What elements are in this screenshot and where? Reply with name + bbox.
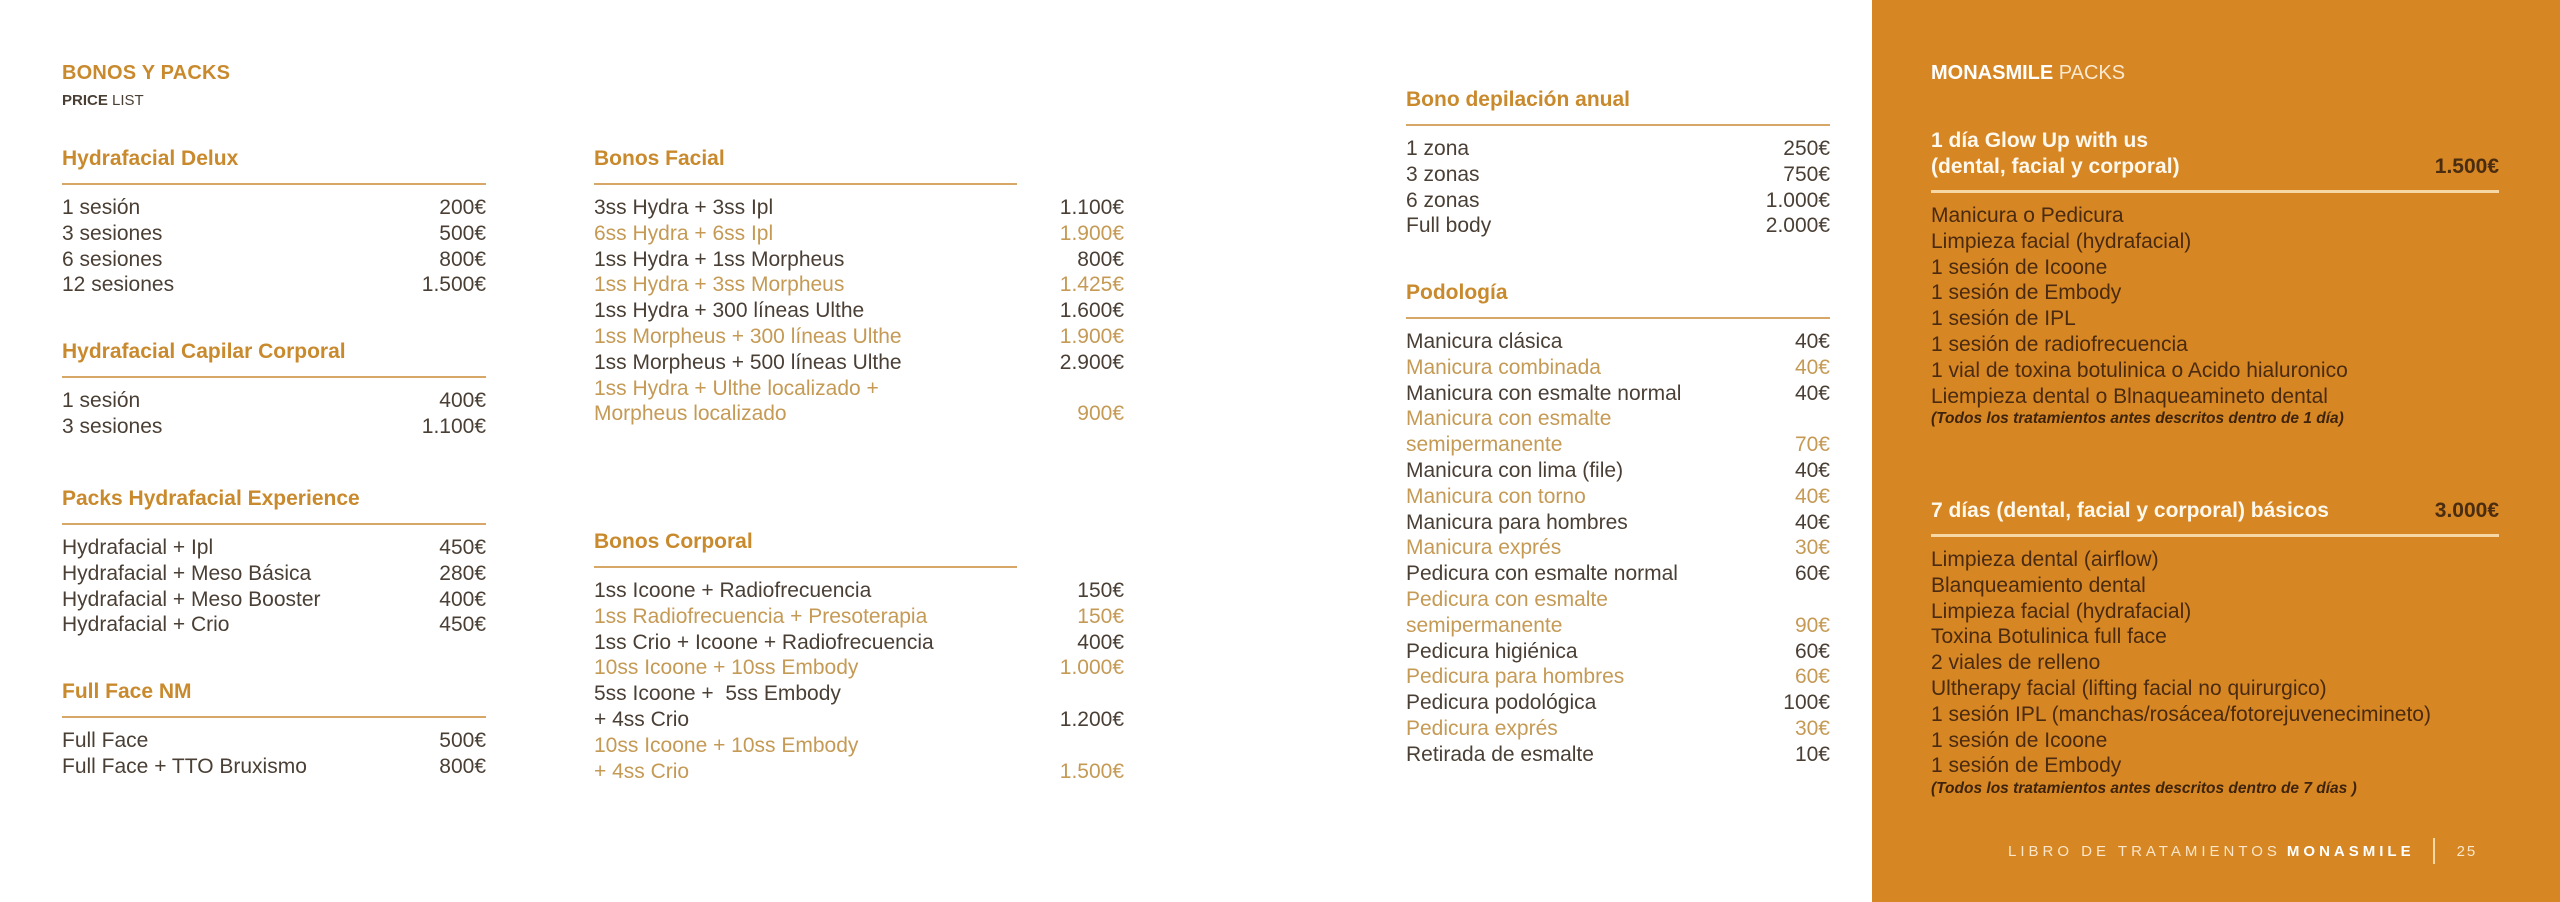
section-title: Podología [1406, 281, 1508, 304]
section-full-face-nm [62, 678, 486, 780]
treatment-name: Manicura con esmalte normal [1406, 381, 1682, 405]
page-subtitle [62, 92, 144, 109]
pack-note: (Todos los tratamientos antes descritos dentro de 7 días ) [1931, 780, 2357, 798]
price-row [594, 655, 1124, 681]
price-row [1406, 355, 1830, 381]
treatment-price: 1.500€ [1059, 759, 1124, 783]
pack-divider [1931, 534, 2499, 537]
treatment-price: 1.200€ [1059, 707, 1124, 731]
pack-item: Blanqueamiento dental [1931, 573, 2146, 597]
price-row [1406, 716, 1830, 742]
price-row [1406, 188, 1830, 214]
price-row [594, 733, 1124, 785]
treatment-name: 3ss Hydra + 3ss Ipl [594, 196, 774, 219]
panel-title-rest: PACKS [2058, 62, 2126, 84]
section-podologia [1406, 279, 1830, 768]
treatment-name: Manicura clásica [1406, 330, 1563, 353]
section-divider [594, 183, 1017, 185]
treatment-name: 1ss Radiofrecuencia + Presoterapia [594, 604, 928, 628]
treatment-name: 6 zonas [1406, 188, 1480, 212]
pack-name: 7 días (dental, facial y corporal) básicos [1931, 499, 2329, 522]
treatment-name: Manicura con torno [1406, 484, 1586, 508]
price-row [1406, 136, 1830, 162]
treatment-price: 1.000€ [1059, 656, 1124, 680]
treatment-price: 750€ [1783, 162, 1830, 186]
section-divider [1406, 124, 1830, 126]
page-number: 25 [2456, 842, 2478, 860]
treatment-name: Hydrafacial + Meso Booster [62, 587, 321, 611]
treatment-name: 6ss Hydra + 6ss Ipl [594, 221, 774, 245]
section-divider [62, 523, 486, 525]
treatment-price: 30€ [1794, 536, 1830, 560]
footer-divider [2433, 838, 2435, 864]
price-row [62, 195, 486, 221]
section-divider [594, 566, 1017, 568]
treatment-price: 100€ [1783, 691, 1830, 715]
treatment-price: 40€ [1794, 381, 1830, 405]
treatment-name: Pedicura exprés [1406, 716, 1558, 740]
pack-item: Toxina Botulinica full face [1931, 625, 2167, 649]
price-row [62, 587, 486, 613]
pack-item: 1 sesión IPL (manchas/rosácea/fotorejuvenecimineto) [1931, 702, 2431, 726]
panel-title [1931, 62, 2125, 85]
price-row [62, 272, 486, 298]
pack-item: 2 viales de relleno [1931, 651, 2101, 675]
treatment-name: Full Face [62, 729, 149, 752]
treatment-name: 1ss Hydra + Ulthe localizado + Morpheus localizado [594, 376, 879, 426]
treatment-price: 280€ [439, 561, 486, 585]
treatment-price: 1.100€ [1059, 196, 1124, 219]
treatment-price: 1.900€ [1059, 324, 1124, 348]
treatment-name: 12 sesiones [62, 273, 175, 297]
treatment-price: 1.900€ [1059, 221, 1124, 245]
price-row [62, 754, 486, 780]
treatment-name: 1 sesión [62, 389, 141, 412]
section-bono-depilacion-anual [1406, 86, 1830, 239]
treatment-price: 40€ [1794, 510, 1830, 534]
treatment-price: 40€ [1794, 330, 1830, 353]
section-divider [62, 716, 486, 718]
pack-item: 1 sesión de Embody [1931, 754, 2122, 778]
treatment-name: 1ss Hydra + 1ss Morpheus [594, 247, 845, 271]
price-row [594, 604, 1124, 630]
panel-title-bold: MONASMILE [1931, 62, 2054, 84]
subtitle-rest: LIST [112, 92, 144, 109]
treatment-price: 400€ [439, 389, 486, 412]
section-hydrafacial-delux [62, 145, 486, 298]
treatment-name: 3 zonas [1406, 162, 1480, 186]
pack-item: 1 sesión de IPL [1931, 307, 2076, 331]
treatment-name: 1 sesión [62, 196, 141, 219]
treatment-name: Pedicura podológica [1406, 691, 1597, 715]
price-row [1406, 406, 1830, 458]
price-row [62, 612, 486, 638]
treatment-price: 1.500€ [421, 273, 486, 297]
treatment-price: 500€ [439, 221, 486, 245]
treatment-name: Hydrafacial + Ipl [62, 536, 214, 559]
treatment-name: Hydrafacial + Crio [62, 613, 230, 637]
price-row [594, 272, 1124, 298]
section-divider [1406, 317, 1830, 319]
pack-note: (Todos los tratamientos antes descritos dentro de 1 día) [1931, 410, 2344, 428]
price-row [594, 324, 1124, 350]
price-row [594, 681, 1124, 733]
pack-item: 1 sesión de Icoone [1931, 728, 2108, 752]
treatment-name: Retirada de esmalte [1406, 742, 1594, 766]
pack-item: 1 sesión de radiofrecuencia [1931, 332, 2188, 356]
section-bonos-corporal [594, 528, 1124, 784]
treatment-name: 1ss Crio + Icoone + Radiofrecuencia [594, 630, 934, 654]
treatment-price: 10€ [1794, 742, 1830, 766]
price-row [62, 221, 486, 247]
treatment-price: 400€ [1077, 630, 1124, 654]
price-row [62, 561, 486, 587]
price-row [1406, 458, 1830, 484]
section-divider [62, 183, 486, 185]
price-row [1406, 535, 1830, 561]
treatment-price: 400€ [439, 587, 486, 611]
treatment-name: 3 sesiones [62, 221, 163, 245]
price-row [1406, 381, 1830, 407]
section-title: Hydrafacial Capilar Corporal [62, 340, 346, 363]
treatment-price: 800€ [1077, 247, 1124, 271]
treatment-name: Hydrafacial + Meso Básica [62, 561, 312, 585]
price-row [594, 298, 1124, 324]
treatment-price: 500€ [439, 729, 486, 752]
treatment-price: 40€ [1794, 355, 1830, 379]
price-row [594, 221, 1124, 247]
page-footer [2008, 838, 2477, 864]
treatment-name: Full Face + TTO Bruxismo [62, 754, 307, 778]
pack-header [1931, 498, 2499, 524]
treatment-price: 800€ [439, 754, 486, 778]
treatment-price: 2.000€ [1765, 214, 1830, 238]
section-title: Bono depilación anual [1406, 88, 1631, 111]
price-row [594, 630, 1124, 656]
treatment-name: Manicura combinada [1406, 355, 1601, 379]
price-row [62, 728, 486, 754]
treatment-name: Manicura exprés [1406, 536, 1562, 560]
treatment-name: 5ss Icoone + 5ss Embody + 4ss Crio [594, 682, 841, 731]
treatment-price: 900€ [1077, 402, 1124, 426]
treatment-name: 1ss Morpheus + 300 líneas Ulthe [594, 324, 902, 348]
treatment-price: 60€ [1794, 665, 1830, 689]
treatment-price: 150€ [1077, 604, 1124, 628]
pack-price: 3.000€ [2434, 499, 2499, 522]
price-row [1406, 664, 1830, 690]
section-packs-hydrafacial-experience [62, 485, 486, 638]
treatment-price: 250€ [1783, 137, 1830, 160]
pack-1-dia-glow-up [1931, 128, 2499, 429]
section-hydrafacial-capilar-corporal [62, 338, 486, 440]
section-title: Bonos Facial [594, 147, 725, 170]
treatment-price: 1.425€ [1059, 273, 1124, 297]
treatment-price: 40€ [1794, 458, 1830, 482]
footer-brand: MONASMILE [2286, 842, 2415, 860]
treatment-name: 1ss Hydra + 3ss Morpheus [594, 273, 845, 297]
price-row [1406, 329, 1830, 355]
section-divider [62, 376, 486, 378]
treatment-name: 10ss Icoone + 10ss Embody [594, 656, 859, 680]
section-title: Packs Hydrafacial Experience [62, 487, 360, 510]
treatment-name: Pedicura para hombres [1406, 665, 1625, 689]
treatment-price: 150€ [1077, 579, 1124, 602]
pack-divider [1931, 190, 2499, 193]
pack-item: Limpieza facial (hydrafacial) [1931, 599, 2192, 623]
treatment-name: Manicura para hombres [1406, 510, 1628, 534]
price-row [62, 414, 486, 440]
treatment-name: Manicura con esmalte semipermanente [1406, 407, 1612, 457]
price-row [1406, 162, 1830, 188]
subtitle-bold: PRICE [62, 92, 108, 109]
treatment-price: 1.000€ [1765, 188, 1830, 212]
treatment-name: 1ss Morpheus + 500 líneas Ulthe [594, 350, 902, 374]
treatment-price: 1.100€ [421, 414, 486, 438]
pack-item: 1 sesión de Embody [1931, 281, 2122, 305]
price-row [1406, 510, 1830, 536]
treatment-price: 450€ [439, 613, 486, 637]
pack-item: 1 sesión de Icoone [1931, 255, 2108, 279]
pack-header [1931, 128, 2499, 180]
pack-price: 1.500€ [2434, 155, 2499, 178]
price-row [594, 376, 1124, 428]
price-row [594, 195, 1124, 221]
price-row [62, 247, 486, 273]
treatment-name: Manicura con lima (file) [1406, 458, 1624, 482]
treatment-name: 1ss Icoone + Radiofrecuencia [594, 579, 872, 602]
price-row [1406, 639, 1830, 665]
section-title: Full Face NM [62, 680, 192, 703]
treatment-price: 800€ [439, 247, 486, 271]
price-row [594, 247, 1124, 273]
treatment-name: Pedicura higiénica [1406, 639, 1578, 663]
price-row [1406, 213, 1830, 239]
page-title: BONOS Y PACKS [62, 62, 231, 84]
treatment-name: 1 zona [1406, 137, 1470, 160]
price-row [1406, 690, 1830, 716]
pack-item: 1 vial de toxina botulinica o Acido hialuronico [1931, 358, 2348, 382]
price-row [62, 535, 486, 561]
treatment-name: Pedicura con esmalte semipermanente [1406, 587, 1608, 637]
treatment-price: 30€ [1794, 716, 1830, 740]
treatment-price: 1.600€ [1059, 299, 1124, 323]
treatment-name: 3 sesiones [62, 414, 163, 438]
price-row [62, 388, 486, 414]
treatment-price: 60€ [1794, 562, 1830, 586]
treatment-name: 1ss Hydra + 300 líneas Ulthe [594, 299, 865, 323]
price-row [594, 578, 1124, 604]
pack-item: Manicura o Pedicura [1931, 204, 2124, 227]
treatment-name: Full body [1406, 214, 1492, 238]
treatment-price: 70€ [1794, 433, 1830, 457]
section-title: Hydrafacial Delux [62, 147, 239, 170]
treatment-name: Pedicura con esmalte normal [1406, 562, 1678, 586]
treatment-price: 450€ [439, 536, 486, 559]
price-row [1406, 484, 1830, 510]
treatment-price: 200€ [439, 196, 486, 219]
pack-item: Liempieza dental o Blnaqueamineto dental [1931, 384, 2328, 408]
pack-name: 1 día Glow Up with us (dental, facial y corporal) [1931, 129, 2180, 178]
treatment-price: 40€ [1794, 484, 1830, 508]
footer-text: LIBRO DE TRATAMIENTOS [2008, 842, 2281, 860]
price-row [1406, 742, 1830, 768]
price-row [594, 350, 1124, 376]
pack-item: Limpieza dental (airflow) [1931, 548, 2159, 571]
pack-7-dias-basicos [1931, 498, 2499, 799]
treatment-price: 60€ [1794, 639, 1830, 663]
price-row [1406, 587, 1830, 639]
section-bonos-facial [594, 145, 1124, 427]
treatment-price: 90€ [1794, 613, 1830, 637]
treatment-name: 10ss Icoone + 10ss Embody + 4ss Crio [594, 733, 859, 783]
section-title: Bonos Corporal [594, 530, 753, 553]
price-row [1406, 561, 1830, 587]
treatment-price: 2.900€ [1059, 350, 1124, 374]
treatment-name: 6 sesiones [62, 247, 163, 271]
pack-item: Ultherapy facial (lifting facial no quirurgico) [1931, 676, 2327, 700]
pack-item: Limpieza facial (hydrafacial) [1931, 229, 2192, 253]
